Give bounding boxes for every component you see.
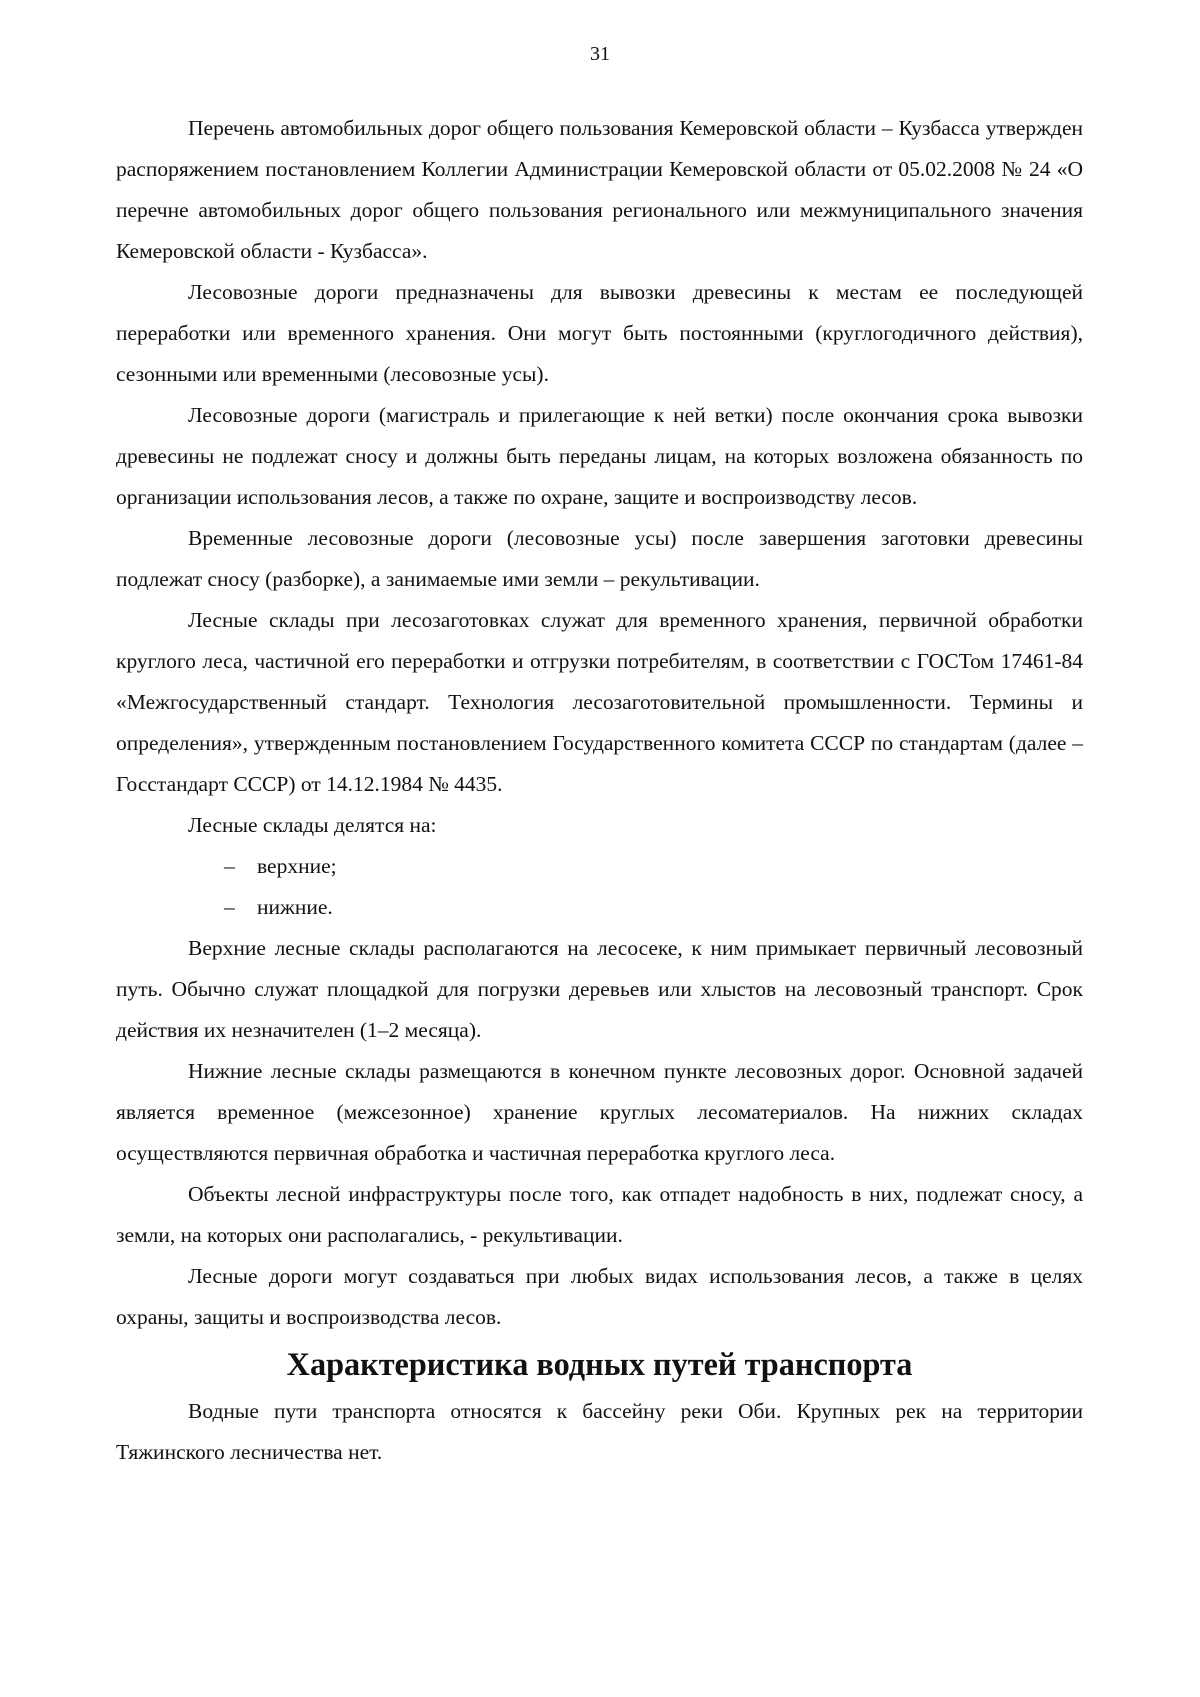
paragraph-forest-roads-creation: Лесные дороги могут создаваться при любых видах использования лесов, а также в целях охраны, защиты и воспроизводства лесов. (116, 1264, 1083, 1329)
page-number: 31 (590, 43, 610, 65)
list-item-text: нижние. (257, 895, 333, 919)
paragraph-waterways: Водные пути транспорта относятся к бассейну реки Оби. Крупных рек на территории Тяжинского лесничества нет. (116, 1399, 1083, 1464)
paragraph-logging-roads-purpose: Лесовозные дороги предназначены для вывозки древесины к местам ее последующей переработки или временного хранения. Они могут быть постоянными (круглогодичного действия), сезонными или временными (лесовозные усы). (116, 280, 1083, 386)
section-heading: Характеристика водных путей транспорта (286, 1346, 913, 1382)
paragraph-road-list-approval: Перечень автомобильных дорог общего пользования Кемеровской области – Кузбасса утвержден распоряжением постановлением Коллегии Администрации Кемеровской области от 05.02.2008 № 24 «О перечне автомобильных дорог общего пользования регионального или межмуниципального значения Кемеровской области - Кузбасса». (116, 116, 1083, 263)
paragraph-logging-roads-transfer: Лесовозные дороги (магистраль и прилегающие к ней ветки) после окончания срока вывозки древесины не подлежат сносу и должны быть переданы лицам, на которых возложена обязанность по организации использования лесов, а также по охране, защите и воспроизводству лесов. (116, 403, 1083, 509)
list-item (116, 846, 1083, 887)
paragraph-timber-yards: Лесные склады при лесозаготовках служат для временного хранения, первичной обработки круглого леса, частичной его переработки и отгрузки потребителям, в соответствии с ГОСТом 17461-84 «Межгосударственный стандарт. Технология лесозаготовительной промышленности. Термины и определения», утвержденным постановлением Государственного комитета СССР по стандартам (далее – Госстандарт СССР) от 14.12.1984 № 4435. (116, 608, 1083, 796)
paragraph-infrastructure-removal: Объекты лесной инфраструктуры после того, как отпадет надобность в них, подлежат сносу, а земли, на которых они располагались, - рекультивации. (116, 1182, 1083, 1247)
list-item (116, 887, 1083, 928)
list-dash: – (224, 895, 235, 919)
timber-yard-types-list (116, 846, 1083, 928)
paragraph-temporary-roads: Временные лесовозные дороги (лесовозные усы) после завершения заготовки древесины подлежат сносу (разборке), а занимаемые ими земли – рекультивации. (116, 526, 1083, 591)
list-dash: – (224, 854, 235, 878)
paragraph-upper-yards: Верхние лесные склады располагаются на лесосеке, к ним примыкает первичный лесовозный путь. Обычно служат площадкой для погрузки деревьев или хлыстов на лесовозный транспорт. Срок действия их незначителен (1–2 месяца). (116, 936, 1083, 1042)
list-item-text: верхние; (257, 854, 337, 878)
paragraph-timber-yards-types-intro: Лесные склады делятся на: (188, 813, 437, 837)
paragraph-lower-yards: Нижние лесные склады размещаются в конечном пункте лесовозных дорог. Основной задачей является временное (межсезонное) хранение круглых лесоматериалов. На нижних складах осуществляются первичная обработка и частичная переработка круглого леса. (116, 1059, 1083, 1165)
page-body (116, 108, 1083, 1473)
